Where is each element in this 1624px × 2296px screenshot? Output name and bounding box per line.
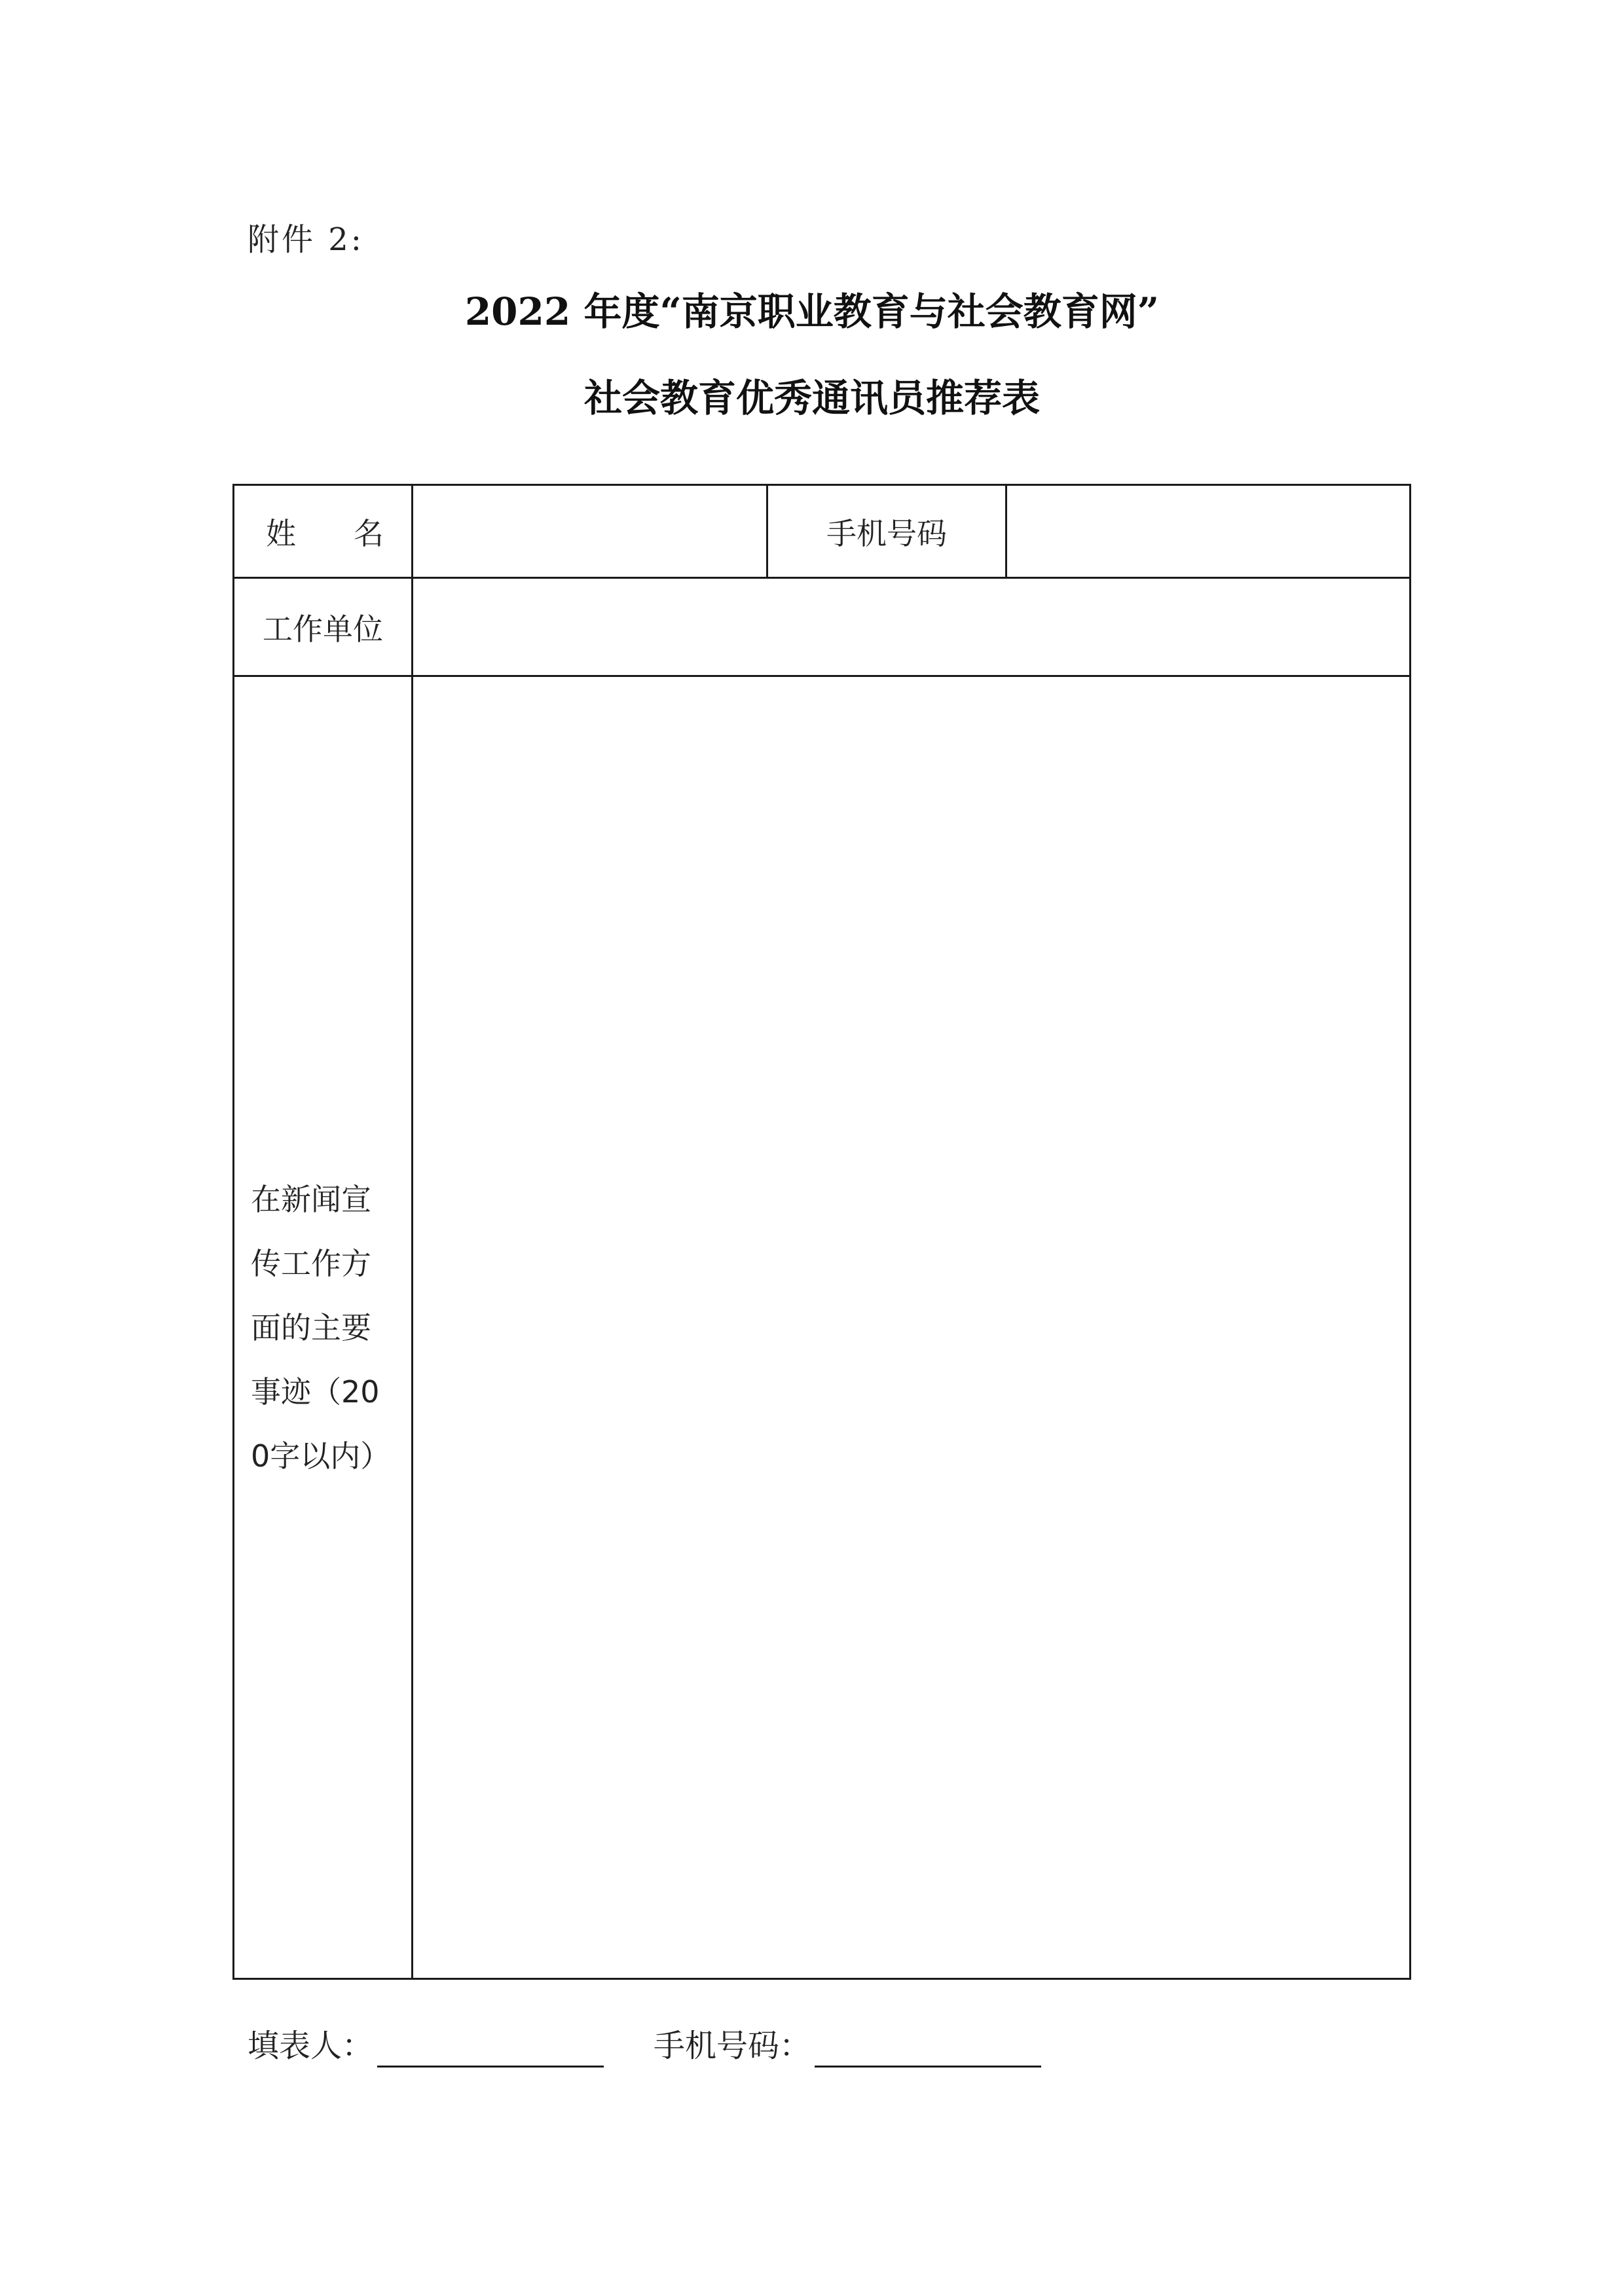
- table-row-deeds: [234, 676, 1411, 1979]
- footer-phone-label: 手机号码：: [654, 2028, 811, 2064]
- phone-field[interactable]: [1006, 485, 1411, 578]
- name-label-char: 姓: [266, 515, 296, 551]
- filler-blank-field[interactable]: [377, 2029, 604, 2068]
- unit-label: 工作单位: [263, 611, 383, 647]
- name-field[interactable]: [413, 485, 767, 578]
- footer-phone-group: [654, 2024, 1041, 2068]
- attachment-label: 附件 2:: [248, 221, 364, 258]
- document-title: 2022 年度“南京职业教育与社会教育网”: [464, 289, 1160, 334]
- phone-label: 手机号码: [826, 515, 947, 551]
- unit-label-cell: [234, 578, 413, 676]
- document-subtitle: 社会教育优秀通讯员推荐表: [583, 376, 1040, 420]
- footer-phone-blank-field[interactable]: [815, 2029, 1041, 2068]
- name-label-cell: [234, 485, 413, 578]
- name-label: [234, 510, 411, 553]
- recommendation-form-table: [232, 484, 1411, 1980]
- unit-field[interactable]: [413, 578, 1411, 676]
- table-row-unit: [234, 578, 1411, 676]
- phone-label-cell: [767, 485, 1006, 578]
- footer-signature-row: [248, 2024, 1426, 2070]
- deeds-label: 在新闻宣传工作方面的主要事迹（200字以内）: [251, 1181, 391, 1474]
- table-row-name: [234, 485, 1411, 578]
- name-label-char: 名: [354, 515, 384, 551]
- deeds-field[interactable]: [413, 676, 1411, 1979]
- filler-label: 填表人：: [248, 2028, 374, 2064]
- deeds-label-cell: [234, 676, 413, 1979]
- filler-group: [248, 2024, 604, 2068]
